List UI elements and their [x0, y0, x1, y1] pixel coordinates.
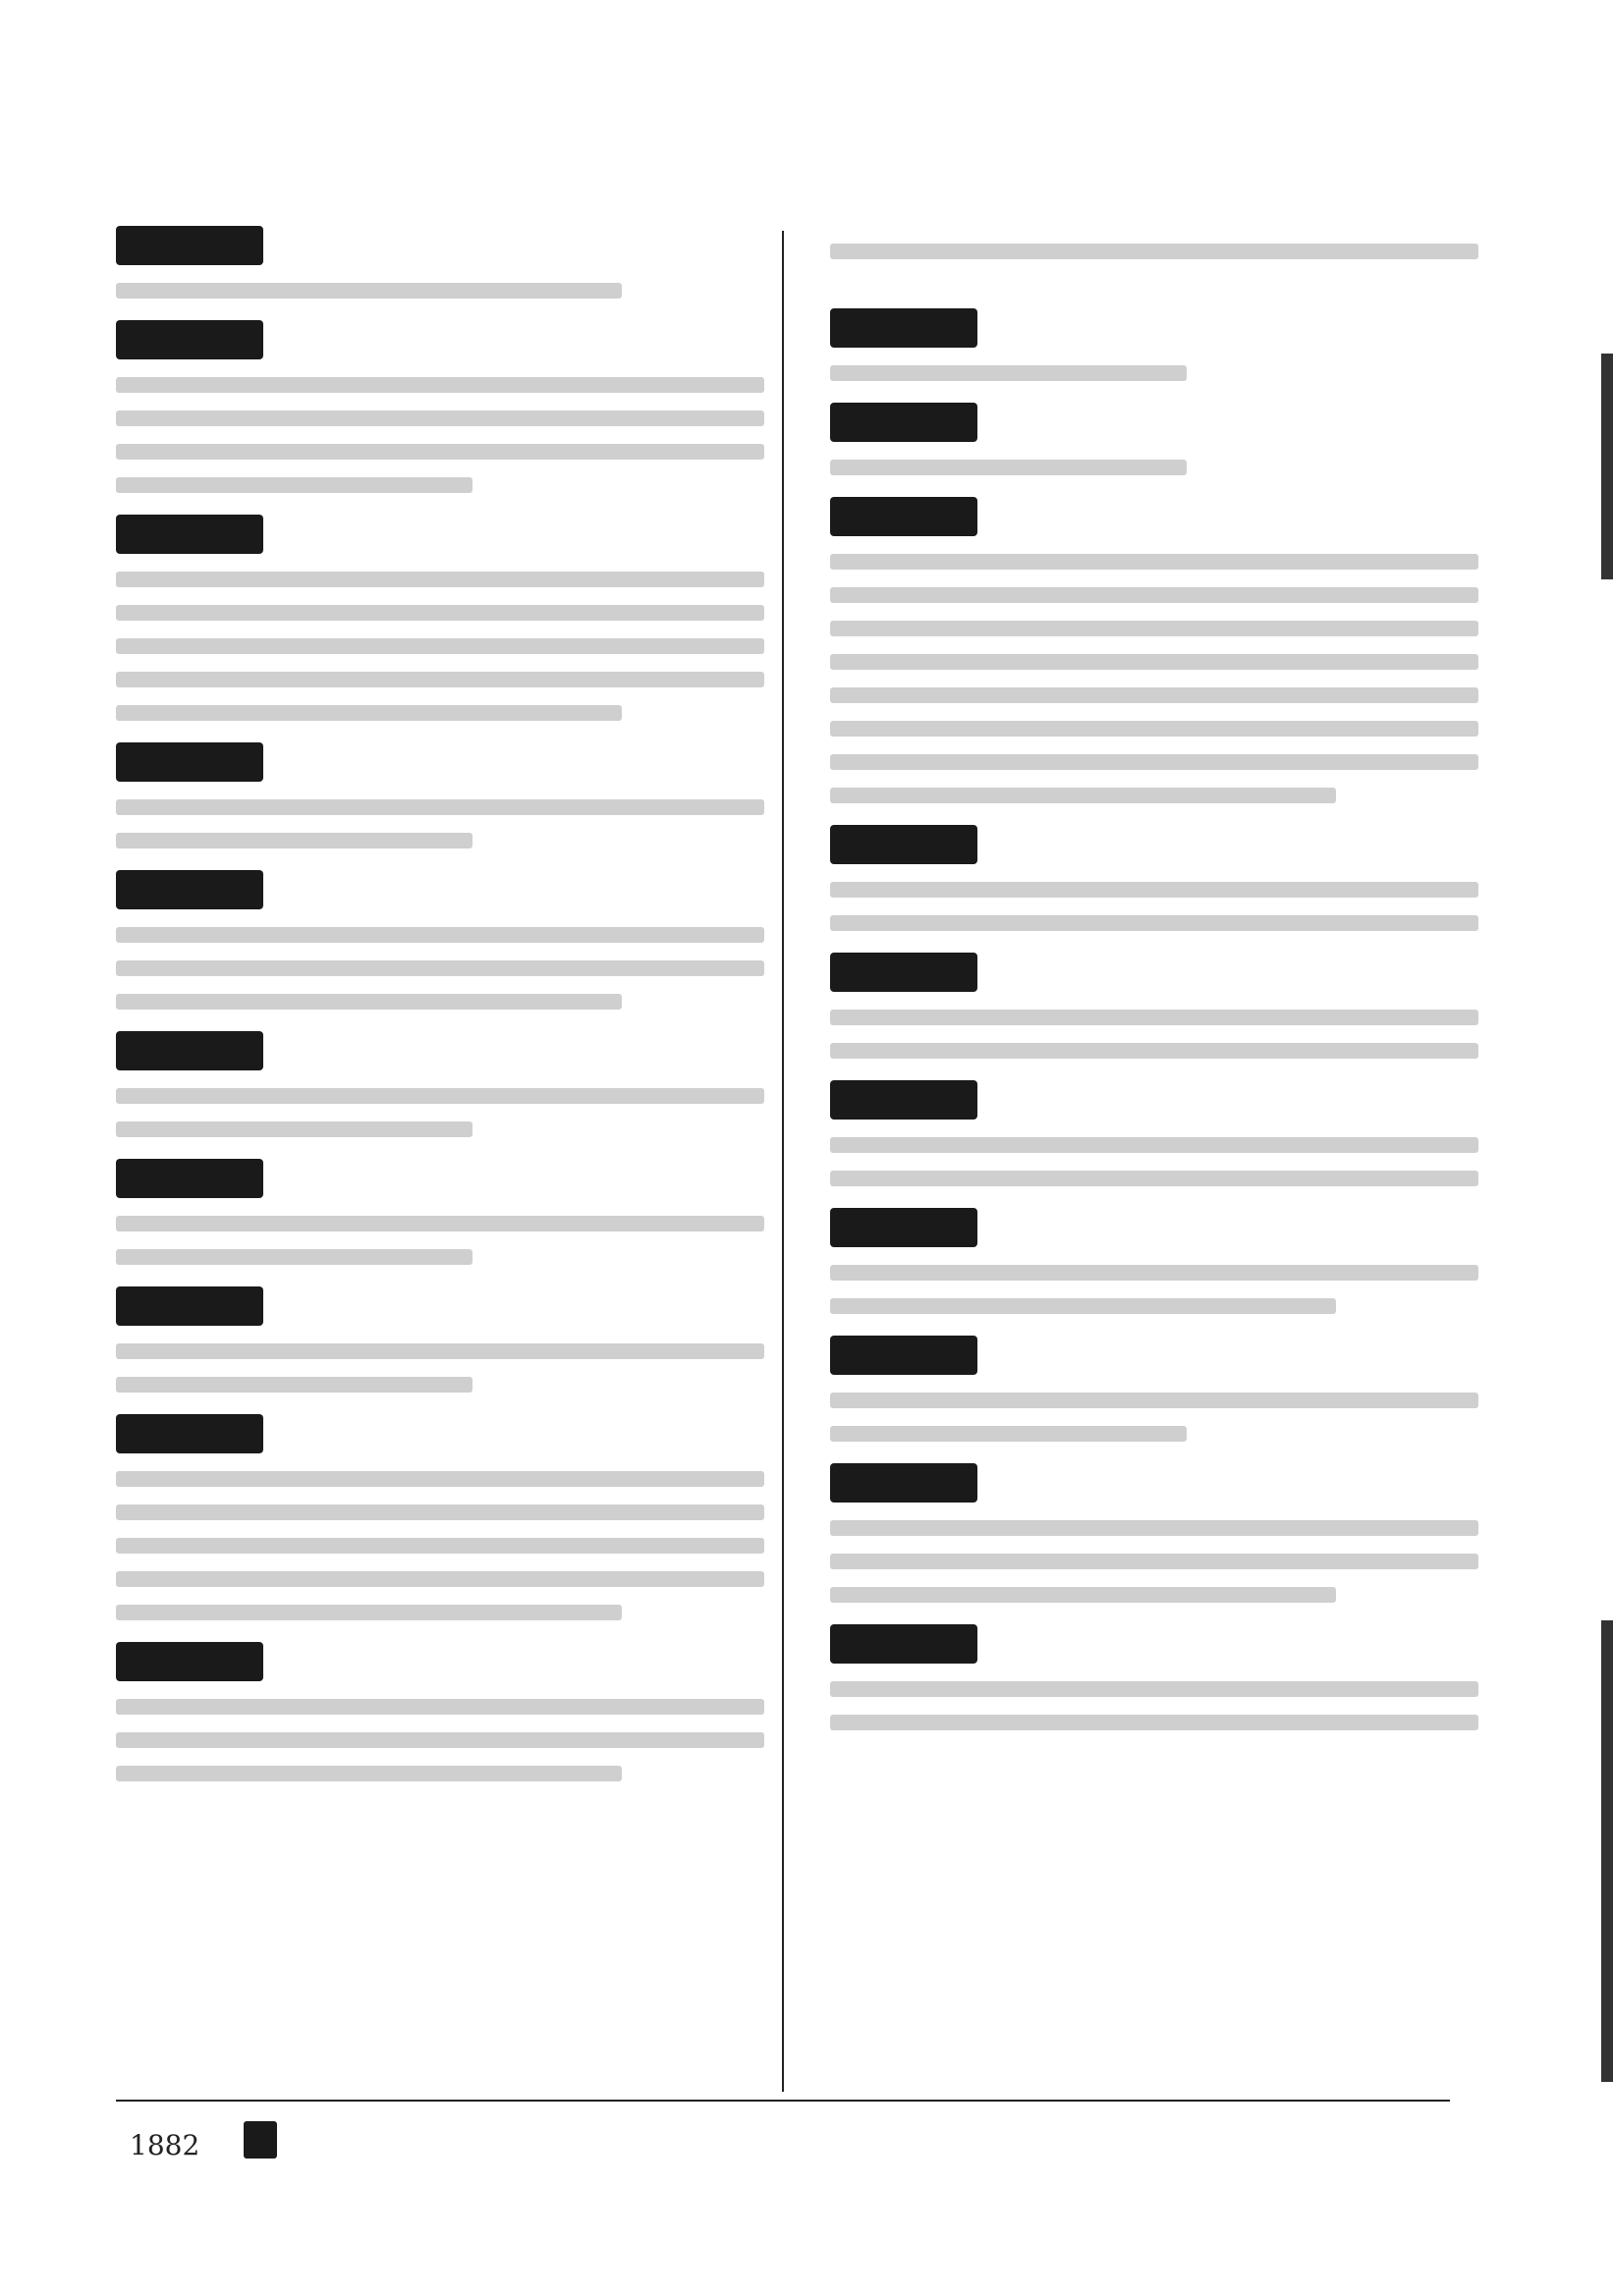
headword — [116, 226, 263, 265]
definition-line — [116, 572, 764, 587]
definition-line — [830, 1265, 1478, 1281]
definition-line — [830, 1554, 1478, 1569]
dictionary-entry — [116, 1159, 764, 1265]
definition-line — [116, 410, 764, 426]
dictionary-entry — [830, 953, 1478, 1059]
headword — [830, 825, 977, 864]
definition-line — [116, 960, 764, 976]
definition-line — [116, 477, 473, 493]
definition-line — [830, 654, 1478, 670]
definition-line — [830, 1137, 1478, 1153]
column-divider — [782, 231, 784, 2092]
dictionary-entry — [116, 742, 764, 848]
headword — [830, 1336, 977, 1375]
definition-line — [830, 1043, 1478, 1059]
dictionary-entry — [830, 1080, 1478, 1186]
dictionary-entry — [830, 1336, 1478, 1442]
definition-line — [830, 365, 1187, 381]
definition-line — [830, 788, 1336, 803]
headword — [116, 1286, 263, 1326]
headword — [116, 870, 263, 909]
definition-line — [116, 377, 764, 393]
definition-line — [830, 754, 1478, 770]
definition-line — [116, 1538, 764, 1554]
definition-line — [116, 1766, 622, 1781]
scan-edge-mark — [1601, 354, 1613, 579]
headword — [116, 1642, 263, 1681]
definition-line — [830, 882, 1478, 898]
definition-line — [830, 1681, 1478, 1697]
definition-line — [116, 1121, 473, 1137]
dictionary-entry — [830, 403, 1478, 475]
definition-line — [830, 1171, 1478, 1186]
dictionary-entry — [830, 1624, 1478, 1730]
headword — [830, 497, 977, 536]
definition-line — [116, 1249, 473, 1265]
definition-line — [116, 833, 473, 848]
footer-rule — [116, 2100, 1450, 2102]
definition-line — [116, 1699, 764, 1715]
definition-line — [830, 460, 1187, 475]
definition-line — [830, 554, 1478, 570]
dictionary-entry — [116, 320, 764, 493]
definition-line — [116, 444, 764, 460]
definition-line — [116, 1605, 622, 1620]
definition-line — [116, 1088, 764, 1104]
headword — [116, 515, 263, 554]
definition-line — [116, 638, 764, 654]
headword — [830, 1080, 977, 1120]
dictionary-entry — [116, 1031, 764, 1137]
definition-line — [830, 1010, 1478, 1025]
dictionary-entry — [830, 244, 1478, 287]
definition-line — [116, 994, 622, 1010]
definition-line — [116, 927, 764, 943]
definition-line — [830, 621, 1478, 636]
running-head-letter — [244, 2121, 277, 2159]
right-column — [830, 226, 1478, 1752]
definition-line — [116, 1504, 764, 1520]
dictionary-entry — [830, 497, 1478, 803]
definition-line — [116, 1377, 473, 1393]
headword — [116, 320, 263, 359]
definition-line — [116, 1732, 764, 1748]
definition-line — [116, 1343, 764, 1359]
left-column — [116, 226, 764, 1803]
definition-line — [116, 799, 764, 815]
headword — [116, 742, 263, 782]
definition-line — [830, 1587, 1336, 1603]
definition-line — [116, 605, 764, 621]
dictionary-entry — [116, 870, 764, 1010]
headword — [116, 1031, 263, 1070]
headword — [830, 953, 977, 992]
definition-line — [116, 1571, 764, 1587]
definition-line — [830, 1520, 1478, 1536]
page-number: 1882 — [130, 2129, 200, 2161]
headword — [116, 1159, 263, 1198]
dictionary-entry — [116, 1642, 764, 1781]
dictionary-entry — [116, 1286, 764, 1393]
definition-line — [116, 672, 764, 687]
dictionary-entry — [830, 308, 1478, 381]
definition-line — [830, 1298, 1336, 1314]
headword — [830, 308, 977, 348]
headword — [830, 1208, 977, 1247]
definition-line — [116, 283, 622, 299]
definition-line — [830, 687, 1478, 703]
dictionary-entry — [830, 1463, 1478, 1603]
headword — [830, 1624, 977, 1664]
definition-line — [830, 1393, 1478, 1408]
definition-line — [830, 915, 1478, 931]
dictionary-entry — [116, 1414, 764, 1620]
definition-line — [116, 1471, 764, 1487]
definition-line — [830, 1715, 1478, 1730]
headword — [116, 1414, 263, 1453]
dictionary-entry — [116, 515, 764, 721]
definition-line — [830, 1426, 1187, 1442]
definition-line — [116, 705, 622, 721]
dictionary-entry — [116, 226, 764, 299]
definition-line — [830, 721, 1478, 737]
headword — [830, 1463, 977, 1503]
scan-edge-mark — [1601, 1620, 1613, 2082]
definition-line — [116, 1216, 764, 1231]
definition-line — [830, 587, 1478, 603]
definition-line — [830, 244, 1478, 259]
dictionary-entry — [830, 825, 1478, 931]
dictionary-entry — [830, 1208, 1478, 1314]
headword — [830, 403, 977, 442]
